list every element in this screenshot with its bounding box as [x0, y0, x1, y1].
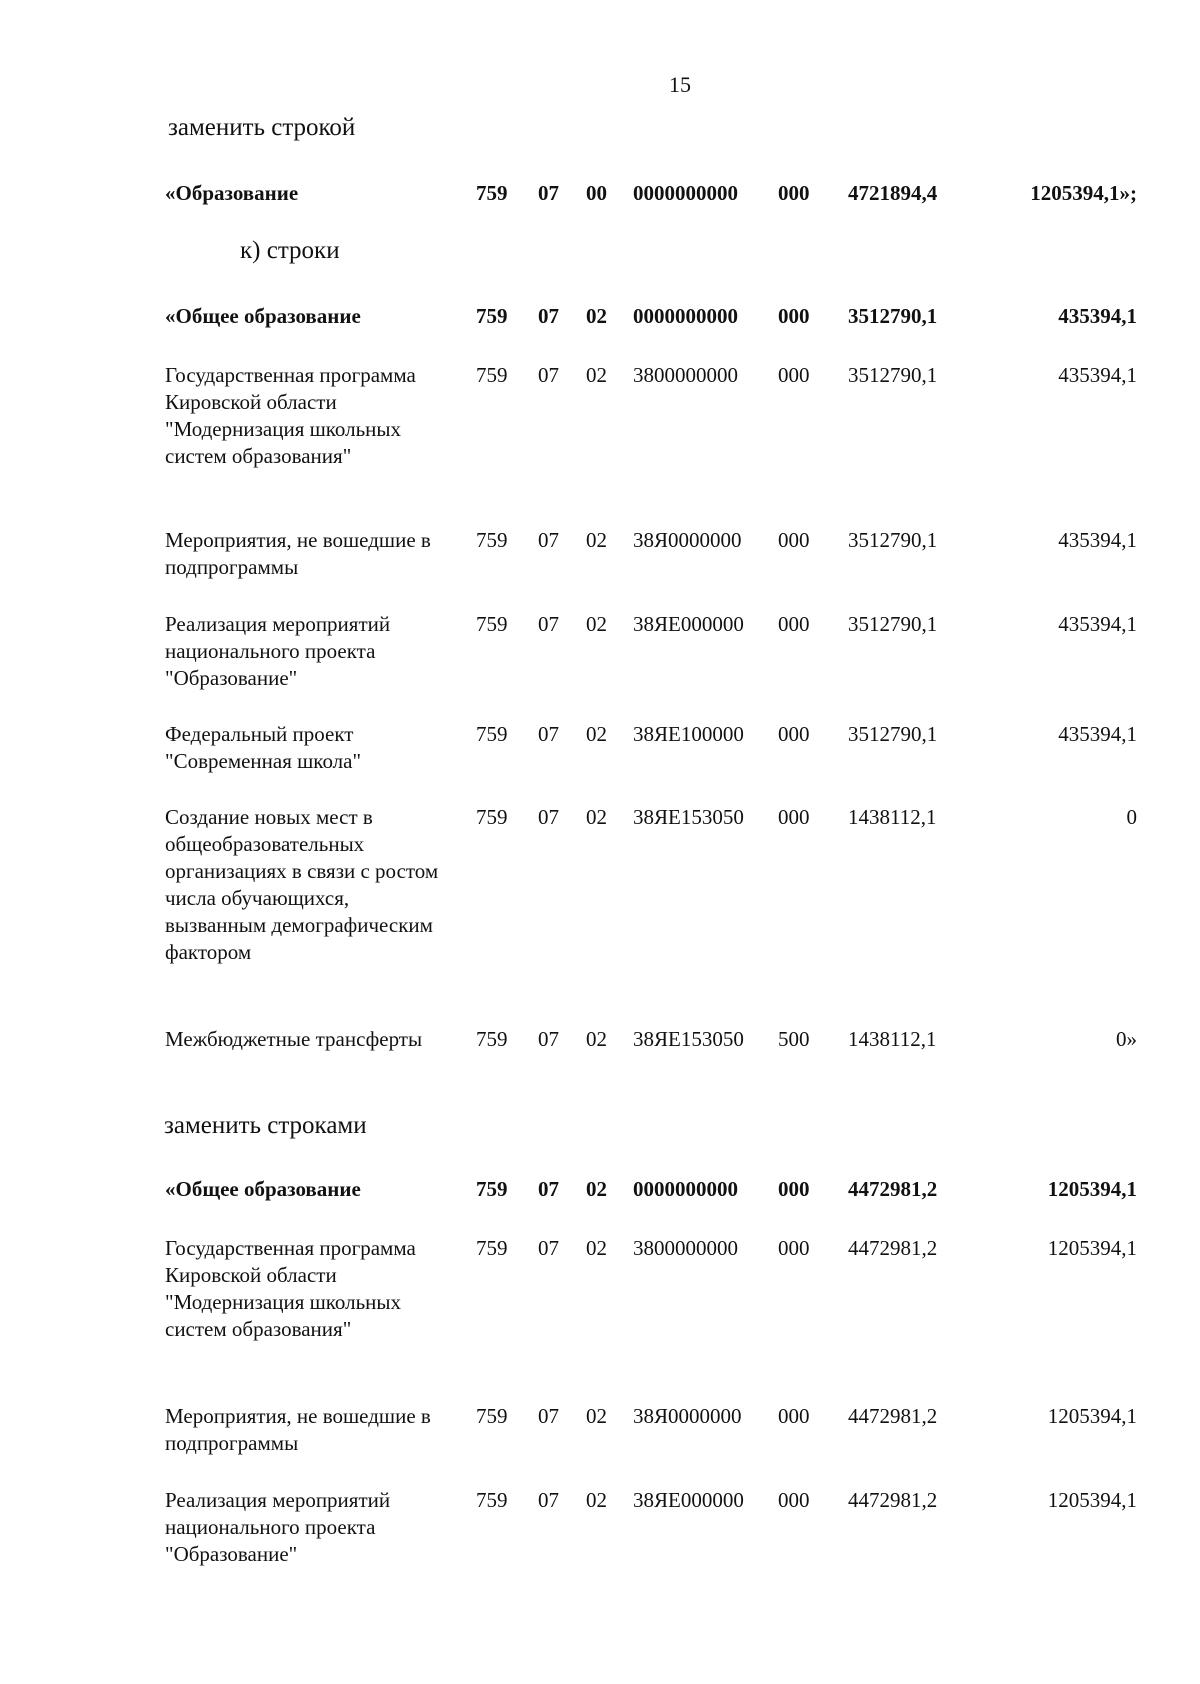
row-value-1: 3512790,1: [848, 612, 938, 636]
row-value-1: 4721894,4: [848, 181, 938, 205]
row-ministry-code: 759: [476, 612, 508, 636]
row-expense-type: 000: [778, 805, 810, 829]
row-value-1: 4472981,2: [848, 1404, 938, 1428]
row-name: «Образование: [165, 181, 299, 205]
row-section-code: 07: [538, 304, 559, 328]
row-section-code: 07: [538, 1404, 559, 1428]
row-name: «Общее образование: [165, 304, 361, 328]
row-value-1: 3512790,1: [848, 304, 938, 328]
row-target-code: 0000000000: [633, 1177, 738, 1201]
row-expense-type: 000: [778, 1236, 810, 1260]
row-expense-type: 000: [778, 612, 810, 636]
row-subsection-code: 02: [586, 1027, 607, 1051]
row-value-1: 4472981,2: [848, 1488, 938, 1512]
row-value-2: 1205394,1: [1047, 1404, 1137, 1428]
row-ministry-code: 759: [476, 805, 508, 829]
row-target-code: 3800000000: [633, 1236, 738, 1260]
row-value-1: 4472981,2: [848, 1236, 938, 1260]
row-expense-type: 000: [778, 528, 810, 552]
row-ministry-code: 759: [476, 1177, 508, 1201]
row-ministry-code: 759: [476, 363, 508, 387]
row-section-code: 07: [538, 1236, 559, 1260]
row-ministry-code: 759: [476, 304, 508, 328]
row-target-code: 38Я0000000: [633, 528, 742, 552]
row-section-code: 07: [538, 1027, 559, 1051]
section-heading: заменить строками: [164, 1112, 367, 1139]
row-name: Федеральный проект "Современная школа": [165, 722, 362, 773]
row-target-code: 0000000000: [633, 181, 738, 205]
row-section-code: 07: [538, 363, 559, 387]
row-expense-type: 000: [778, 1177, 810, 1201]
row-value-2: 0: [1126, 805, 1137, 829]
row-name: Реализация мероприятий национального проекта "Образование": [165, 1488, 391, 1566]
section-heading: заменить строкой: [168, 114, 356, 141]
row-section-code: 07: [538, 722, 559, 746]
row-subsection-code: 02: [586, 1404, 607, 1428]
row-name: Мероприятия, не вошедшие в подпрограммы: [165, 1404, 431, 1455]
row-ministry-code: 759: [476, 528, 508, 552]
row-section-code: 07: [538, 1177, 559, 1201]
row-section-code: 07: [538, 528, 559, 552]
row-value-2: 0»: [1116, 1027, 1137, 1051]
row-expense-type: 000: [778, 1488, 810, 1512]
row-expense-type: 000: [778, 722, 810, 746]
row-value-2: 1205394,1: [1047, 1488, 1137, 1512]
row-value-2: 1205394,1»;: [1030, 181, 1137, 205]
row-target-code: 38ЯЕ100000: [633, 722, 744, 746]
row-subsection-code: 02: [586, 1177, 607, 1201]
row-name: Реализация мероприятий национального проекта "Образование": [165, 612, 391, 690]
row-subsection-code: 02: [586, 363, 607, 387]
row-value-1: 3512790,1: [848, 528, 938, 552]
row-expense-type: 000: [778, 181, 810, 205]
section-heading: к) строки: [240, 237, 340, 264]
row-value-2: 1205394,1: [1047, 1236, 1137, 1260]
row-value-1: 3512790,1: [848, 722, 938, 746]
row-ministry-code: 759: [476, 722, 508, 746]
row-subsection-code: 02: [586, 1488, 607, 1512]
row-value-1: 1438112,1: [848, 1027, 937, 1051]
row-value-1: 4472981,2: [848, 1177, 938, 1201]
row-target-code: 38Я0000000: [633, 1404, 742, 1428]
row-subsection-code: 02: [586, 1236, 607, 1260]
row-section-code: 07: [538, 1488, 559, 1512]
row-subsection-code: 02: [586, 528, 607, 552]
row-subsection-code: 02: [586, 805, 607, 829]
row-value-1: 1438112,1: [848, 805, 937, 829]
row-target-code: 38ЯЕ000000: [633, 612, 744, 636]
row-ministry-code: 759: [476, 1488, 508, 1512]
row-name: Межбюджетные трансферты: [165, 1027, 423, 1051]
row-name: Государственная программа Кировской области "Модернизация школьных систем образования": [165, 1236, 416, 1341]
row-target-code: 38ЯЕ153050: [633, 1027, 744, 1051]
row-name: Создание новых мест в общеобразовательных организациях в связи с ростом числа обучающихся, вызванным демографическим фактором: [165, 805, 439, 964]
page-number: 15: [669, 72, 691, 97]
row-target-code: 0000000000: [633, 304, 738, 328]
row-name: Мероприятия, не вошедшие в подпрограммы: [165, 528, 431, 579]
row-ministry-code: 759: [476, 181, 508, 205]
row-value-2: 1205394,1: [1047, 1177, 1137, 1201]
row-expense-type: 500: [778, 1027, 810, 1051]
row-section-code: 07: [538, 612, 559, 636]
row-expense-type: 000: [778, 363, 810, 387]
row-subsection-code: 00: [586, 181, 607, 205]
row-ministry-code: 759: [476, 1027, 508, 1051]
row-section-code: 07: [538, 805, 559, 829]
row-subsection-code: 02: [586, 612, 607, 636]
row-subsection-code: 02: [586, 722, 607, 746]
row-ministry-code: 759: [476, 1404, 508, 1428]
row-value-2: 435394,1: [1058, 363, 1137, 387]
row-target-code: 3800000000: [633, 363, 738, 387]
row-value-2: 435394,1: [1058, 304, 1137, 328]
row-value-2: 435394,1: [1058, 528, 1137, 552]
row-subsection-code: 02: [586, 304, 607, 328]
row-value-2: 435394,1: [1058, 612, 1137, 636]
row-target-code: 38ЯЕ153050: [633, 805, 744, 829]
row-target-code: 38ЯЕ000000: [633, 1488, 744, 1512]
row-expense-type: 000: [778, 1404, 810, 1428]
row-name: Государственная программа Кировской области "Модернизация школьных систем образования": [165, 363, 416, 468]
row-expense-type: 000: [778, 304, 810, 328]
row-ministry-code: 759: [476, 1236, 508, 1260]
row-section-code: 07: [538, 181, 559, 205]
row-value-2: 435394,1: [1058, 722, 1137, 746]
row-name: «Общее образование: [165, 1177, 361, 1201]
row-value-1: 3512790,1: [848, 363, 938, 387]
